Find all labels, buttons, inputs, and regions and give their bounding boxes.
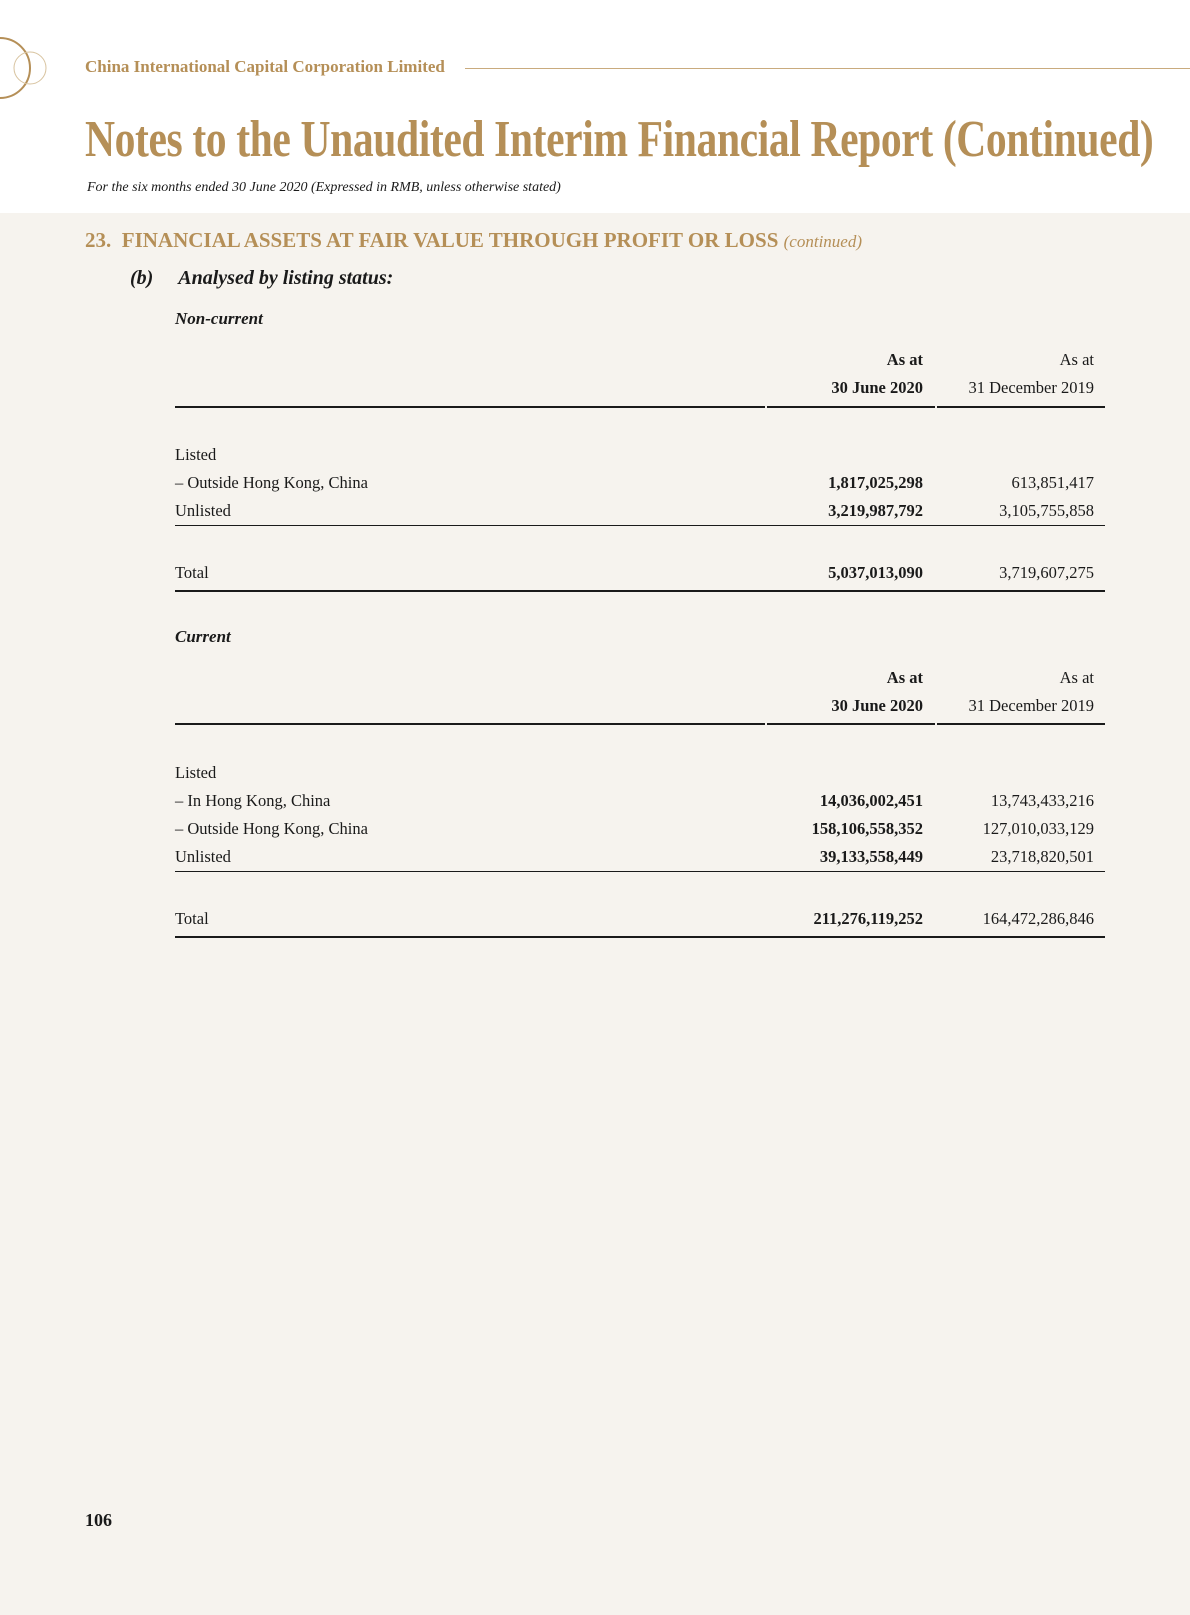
table-cell: 613,851,417	[1011, 473, 1094, 492]
table-cell: 39,133,558,449	[819, 847, 923, 866]
table-cell: 13,743,433,216	[990, 791, 1094, 810]
section-number: 23.	[85, 228, 112, 252]
table-cell: 158,106,558,352	[811, 819, 923, 838]
c-header-rule	[767, 723, 935, 725]
c-col1-header-line2: 30 June 2020	[831, 696, 923, 715]
table-cell: 23,718,820,501	[990, 847, 1094, 866]
subsection-label: (b)	[130, 267, 154, 289]
total-cell: 164,472,286,846	[982, 909, 1094, 928]
current-heading: Current	[175, 627, 231, 646]
subsection-heading	[130, 267, 393, 290]
nc-total-rule	[175, 590, 1105, 592]
section-heading	[85, 228, 862, 253]
c-col2-header-line2: 31 December 2019	[968, 696, 1094, 715]
header-divider	[465, 68, 1190, 69]
nc-subtotal-rule	[175, 525, 1105, 526]
subsection-title: Analysed by listing status:	[178, 267, 394, 289]
table-cell: 14,036,002,451	[819, 791, 923, 810]
nc-header-rule	[937, 406, 1105, 408]
table-row-label: Listed	[175, 763, 217, 782]
table-row-label: Listed	[175, 445, 217, 464]
total-cell: 5,037,013,090	[828, 563, 923, 582]
company-name: China International Capital Corporation Limited	[85, 57, 445, 76]
total-cell: 3,719,607,275	[999, 563, 1094, 582]
page-title: Notes to the Unaudited Interim Financial Report (Continued)	[85, 111, 1154, 168]
table-row-label: Unlisted	[175, 847, 231, 866]
total-label: Total	[175, 563, 209, 582]
page-number: 106	[85, 1510, 112, 1530]
nc-col1-header-line1: As at	[886, 350, 923, 369]
page-subtitle: For the six months ended 30 June 2020 (Expressed in RMB, unless otherwise stated)	[87, 180, 561, 195]
nc-col1-header-line2: 30 June 2020	[831, 378, 923, 397]
c-header-rule	[937, 723, 1105, 725]
c-subtotal-rule	[175, 871, 1105, 872]
c-header-rule	[175, 723, 765, 725]
table-row-label: Unlisted	[175, 501, 231, 520]
nc-col2-header-line1: As at	[1059, 350, 1094, 369]
non-current-heading: Non-current	[175, 309, 263, 328]
section-title: FINANCIAL ASSETS AT FAIR VALUE THROUGH PROFIT OR LOSS	[121, 228, 779, 252]
total-label: Total	[175, 909, 209, 928]
circles-logo-icon	[0, 36, 60, 106]
nc-col2-header-line2: 31 December 2019	[968, 378, 1094, 397]
table-row-label: – Outside Hong Kong, China	[175, 473, 368, 492]
section-suffix: (continued)	[783, 232, 862, 251]
table-row-label: – Outside Hong Kong, China	[175, 819, 368, 838]
c-col1-header-line1: As at	[886, 668, 923, 687]
nc-header-rule	[767, 406, 935, 408]
table-cell: 3,105,755,858	[999, 501, 1094, 520]
total-cell: 211,276,119,252	[813, 909, 923, 928]
c-col2-header-line1: As at	[1059, 668, 1094, 687]
table-cell: 3,219,987,792	[828, 501, 923, 520]
nc-header-rule	[175, 406, 765, 408]
table-row-label: – In Hong Kong, China	[175, 791, 331, 810]
table-cell: 1,817,025,298	[828, 473, 923, 492]
table-cell: 127,010,033,129	[982, 819, 1094, 838]
c-total-rule	[175, 936, 1105, 938]
